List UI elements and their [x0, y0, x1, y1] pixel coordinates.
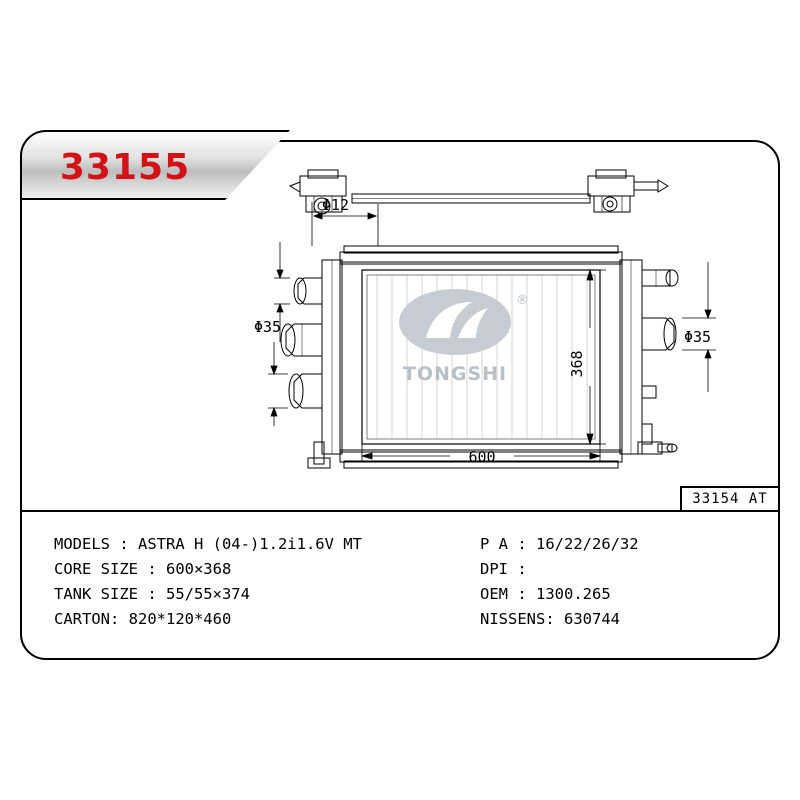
spec-oem: OEM : 1300.265	[480, 585, 611, 603]
spec-dpi: DPI :	[480, 560, 527, 578]
right-tank-assembly	[620, 260, 678, 454]
at-code-box	[680, 486, 778, 510]
dim-left-neck: Φ35	[254, 318, 282, 336]
spec-pa: P A : 16/22/26/32	[480, 535, 639, 553]
spec-nissens: NISSENS: 630744	[480, 610, 620, 628]
dim-core-width: 600	[468, 448, 496, 466]
spec-column-right	[462, 512, 778, 638]
left-tank-assembly	[281, 260, 342, 468]
spec-models: MODELS : ASTRA H (04-)1.2i1.6V MT	[54, 535, 362, 553]
dim-core-height: 368	[568, 350, 586, 378]
watermark-brand: TONGSHI	[402, 363, 508, 385]
at-code: 33154 AT	[692, 491, 768, 507]
spec-table	[22, 512, 778, 638]
svg-text:®: ®	[516, 293, 529, 308]
dim-right-neck: Φ35	[684, 328, 712, 346]
spec-core-size: CORE SIZE : 600×368	[54, 560, 232, 578]
dim-top-inlet: Φ12	[322, 196, 350, 214]
dimension-lines	[268, 202, 716, 462]
spec-column-left	[22, 512, 462, 638]
spec-tank-size: TANK SIZE : 55/55×374	[54, 585, 250, 603]
spec-carton: CARTON: 820*120*460	[54, 610, 232, 628]
product-code: 33155	[59, 146, 191, 188]
